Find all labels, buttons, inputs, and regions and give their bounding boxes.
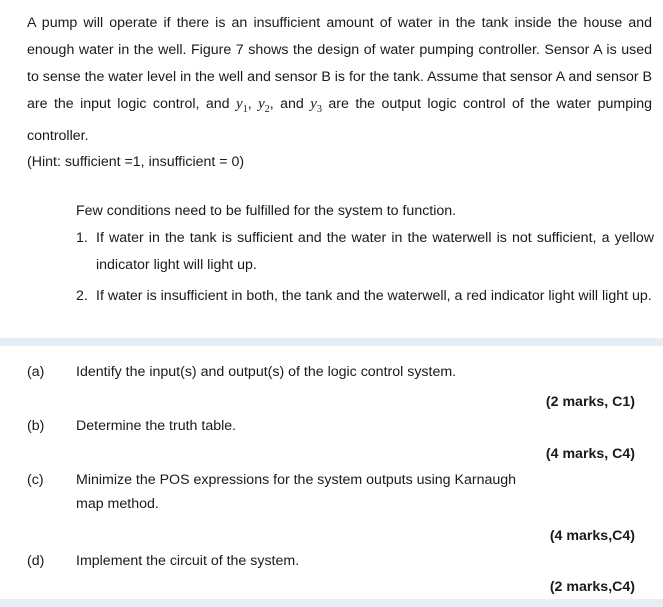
question-label: (b) xyxy=(27,418,45,434)
question-b xyxy=(0,414,663,474)
output-y1: $y_1$ xyxy=(236,96,248,115)
separator-2: , and xyxy=(269,96,304,112)
condition-number: 1. xyxy=(76,230,88,246)
conditions-lead: Few conditions need to be fulfilled for the system to function. xyxy=(76,203,457,219)
section-divider xyxy=(0,338,663,346)
conditions-list xyxy=(76,225,654,310)
question-c xyxy=(0,468,663,548)
condition-number: 2. xyxy=(76,288,88,304)
problem-paragraph xyxy=(27,10,652,150)
condition-item xyxy=(76,283,654,310)
question-text: Minimize the POS expressions for the system outputs using Karnaugh map method. xyxy=(76,472,517,512)
question-text: Identify the input(s) and output(s) of the logic control system. xyxy=(76,364,457,380)
separator-1: , xyxy=(247,96,252,112)
question-a xyxy=(0,360,663,420)
question-text: Implement the circuit of the system. xyxy=(76,553,300,569)
problem-text-part2: are the output logic control of the water pumping controller. xyxy=(27,96,653,144)
bottom-divider xyxy=(0,599,663,607)
marks-label: (2 marks,C4) xyxy=(549,579,635,595)
question-text: Determine the truth table. xyxy=(76,418,237,434)
condition-text: If water is insufficient in both, the tank and the waterwell, a red indicator light will light up. xyxy=(96,288,652,304)
marks-label: (4 marks, C4) xyxy=(545,446,635,462)
question-label: (a) xyxy=(27,364,45,380)
output-y2: $y_2$ xyxy=(258,96,270,115)
conditions-block xyxy=(76,198,654,310)
condition-text: If water in the tank is sufficient and the water in the waterwell is not sufficient, a yellow indicator light will light up. xyxy=(96,230,654,273)
marks-label: (4 marks,C4) xyxy=(549,528,635,544)
question-d xyxy=(0,549,663,599)
output-y3: $y_3$ xyxy=(310,96,322,115)
condition-item xyxy=(76,225,654,279)
question-label: (c) xyxy=(27,472,44,488)
problem-statement xyxy=(27,10,652,174)
hint-text: (Hint: sufficient =1, insufficient = 0) xyxy=(27,154,245,170)
marks-label: (2 marks, C1) xyxy=(545,394,635,410)
question-label: (d) xyxy=(27,553,45,569)
problem-text-part1: A pump will operate if there is an insufficient amount of water in the tank inside the house and enough water in the well. Figure 7 shows the design of water pumping controller. Sensor A is used to sense the water level in the well and sensor B is for the tank. Assume that sensor A and sensor B are the input logic control, and xyxy=(27,15,652,112)
